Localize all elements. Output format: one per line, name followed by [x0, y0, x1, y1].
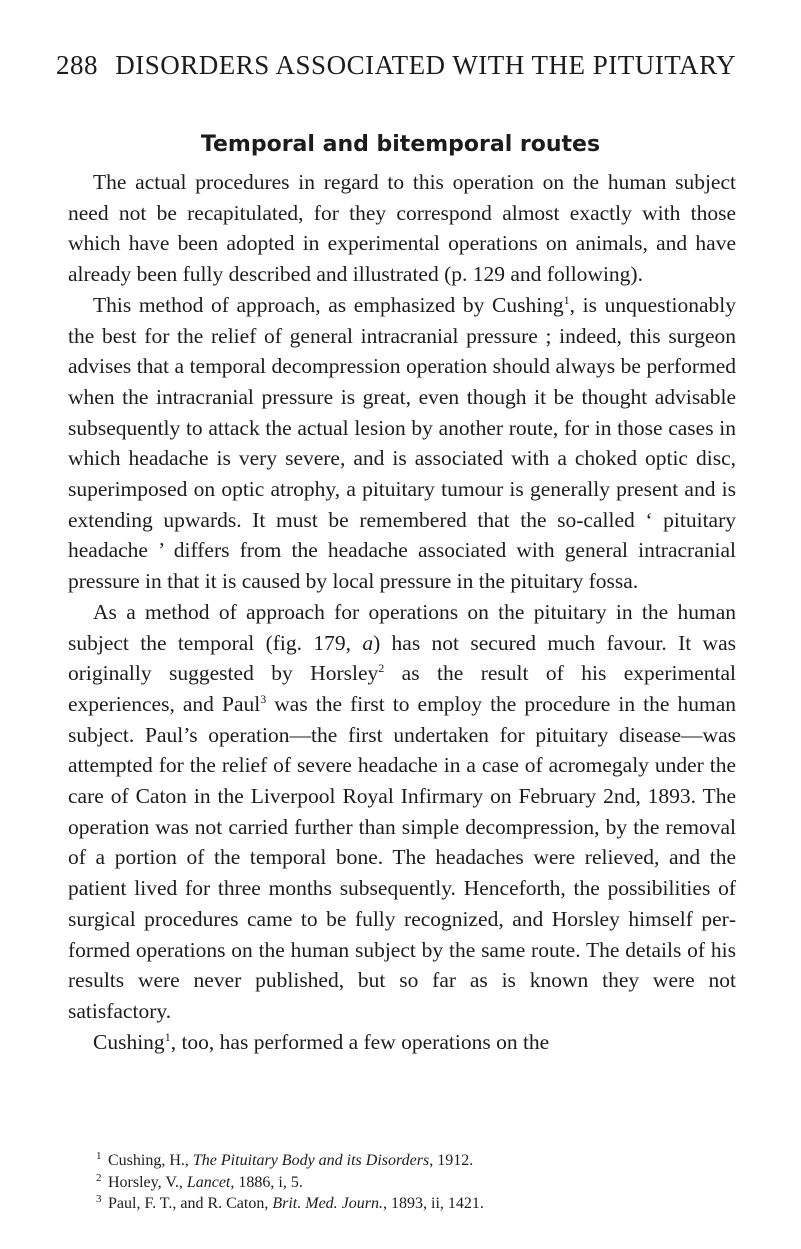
- section-heading: Temporal and bitemporal routes: [200, 132, 601, 157]
- footnote: 3 Paul, F. T., and R. Caton, Brit. Med. Journ., 1893, ii, 1421.: [96, 1193, 484, 1212]
- footnote-ref: 2: [378, 661, 385, 676]
- running-header: [56, 50, 736, 81]
- footnotes: [68, 1150, 736, 1215]
- paragraph: The actual procedures in regard to this operation on the human subject need not be recapitulated, for they correspond almost exactly with those which have been adopted in experimental operations on animals, and have already been fully described and illustrated (p. 129 and following).: [68, 170, 736, 287]
- footnote-ref: 1: [563, 292, 570, 307]
- running-title: DISORDERS ASSOCIATED WITH THE PITUITARY: [115, 50, 737, 80]
- paragraph: As a method of approach for operations on the pituitary in the human subject the temporal (fig. 179, a) has not secured much favour. It was originally suggested by Horsley$^2$ as the result of his experimental experiences, and Paul$^3$ was the first to employ the procedure in the human subject. Paul’s operation—the first undertaken for pituitary disease—was attempted for the relief of severe headache in a case of acromegaly under the care of Caton in the Liverpool Royal Infirmary on February 2nd, 1893. The operation was not carried further than simple decompression, by the removal of a portion of the temporal bone. The headaches were relieved, and the patient lived for three months subsequently. Henceforth, the possibilities of surgical procedures came to be fully recognized, and Horsley himself performed operations on the human subject by the same route. The details of his results were never published, but so far as is known they were not satisfactory.: [68, 599, 736, 1023]
- footnote: 2 Horsley, V., Lancet, 1886, i, 5.: [96, 1171, 303, 1191]
- paragraph: This method of approach, as emphasized by Cushing$^1$, is unquestionably the best for the relief of general intracranial pressure ; indeed, this surgeon advises that a temporal decompression operation should always be performed when the intracranial pressure is great, even though it be thought advisable subsequently to attack the actual lesion by another route, for in those cases in which headache is very severe, and is associated with a choked optic disc, superimposed on optic atrophy, a pituitary tumour is generally present and is extending upwards. It must be remembered that the so-called ‘ pituitary headache ’ differs from the headache associated with general intracranial pressure in that it is caused by local pressure in the pituitary fossa.: [68, 292, 736, 594]
- page-number: 288: [56, 50, 98, 80]
- footnote-ref: 3: [260, 691, 267, 706]
- footnote-ref: 1: [164, 1029, 171, 1044]
- paragraph: Cushing$^1$, too, has performed a few operations on the: [93, 1029, 550, 1054]
- body-text: [68, 167, 736, 1057]
- footnote: 1 Cushing, H., The Pituitary Body and its Disorders, 1912.: [96, 1150, 474, 1169]
